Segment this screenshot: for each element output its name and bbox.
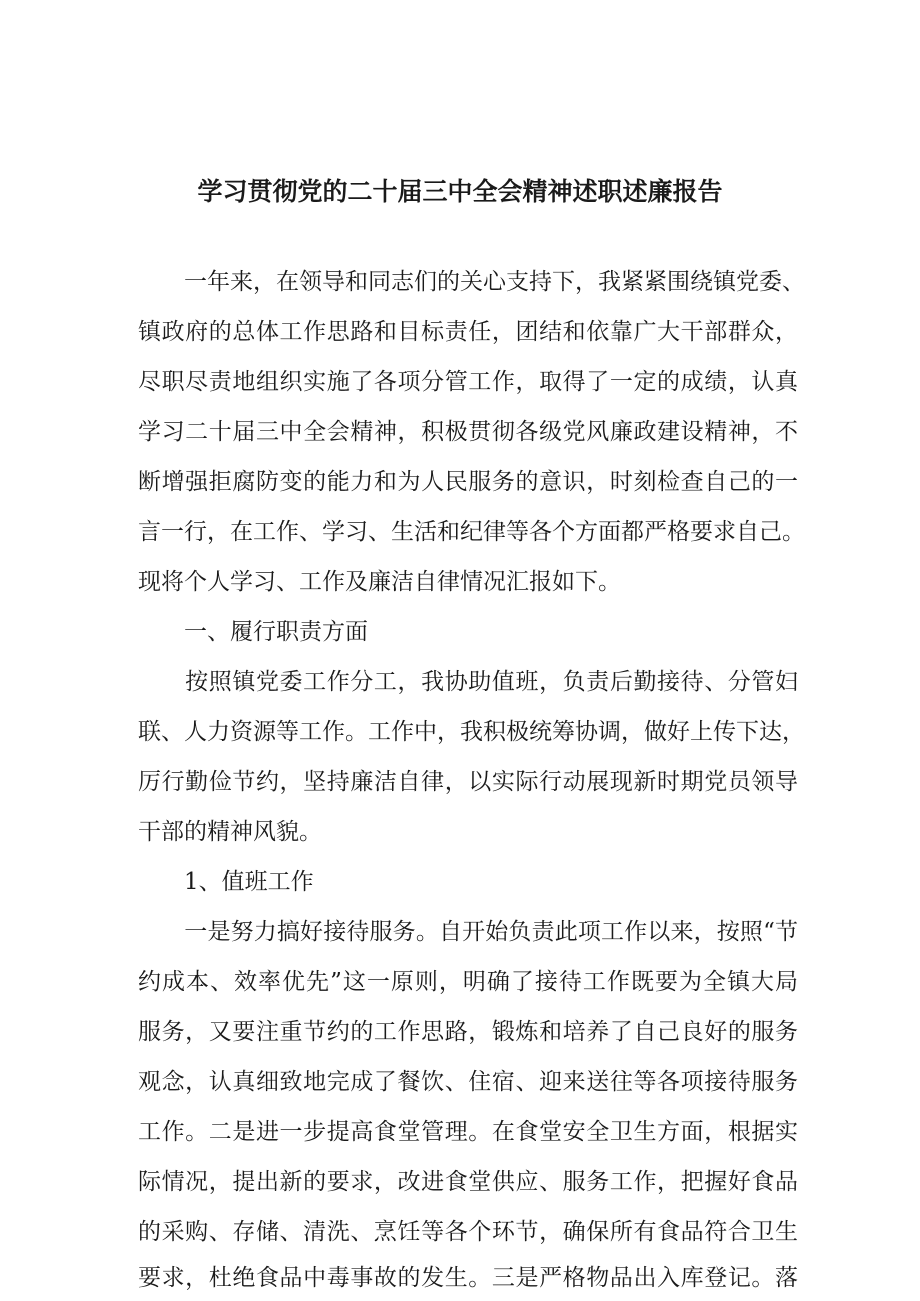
paragraph-line: 的采购、存储、清洗、烹饪等各个环节，确保所有食品符合卫生 [138,1219,798,1245]
paragraph-line: 要求，杜绝食品中毒事故的发生。三是严格物品出入库登记。落 [138,1265,798,1291]
paragraph-line: 学习二十届三中全会精神，积极贯彻各级党风廉政建设精神，不 [138,419,798,445]
paragraph-line: 一年来，在领导和同志们的关心支持下，我紧紧围绕镇党委、 [138,269,805,295]
paragraph-line: 工作。二是进一步提高食堂管理。在食堂安全卫生方面，根据实 [138,1119,798,1145]
paragraph-line: 尽职尽责地组织实施了各项分管工作，取得了一定的成绩，认真 [138,369,798,395]
paragraph-line: 断增强拒腐防变的能力和为人民服务的意识，时刻检查自己的一 [138,469,798,495]
paragraph-line: 联、人力资源等工作。工作中，我积极统筹协调，做好上传下达， [138,719,805,745]
paragraph-line: 干部的精神风貌。 [138,819,322,845]
document-title: 学习贯彻党的二十届三中全会精神述职述廉报告 [197,177,723,206]
paragraph-line: 约成本、效率优先”这一原则，明确了接待工作既要为全镇大局 [138,969,798,995]
paragraph-line: 言一行，在工作、学习、生活和纪律等各个方面都严格要求自己。 [138,519,805,545]
paragraph-line: 一是努力搞好接待服务。自开始负责此项工作以来，按照“节 [138,919,798,945]
paragraph-line: 服务，又要注重节约的工作思路，锻炼和培养了自己良好的服务 [138,1019,798,1045]
paragraph-line: 观念，认真细致地完成了餐饮、住宿、迎来送往等各项接待服务 [138,1069,798,1095]
paragraph-line: 镇政府的总体工作思路和目标责任，团结和依靠广大干部群众， [138,319,798,345]
paragraph-line: 按照镇党委工作分工，我协助值班，负责后勤接待、分管妇 [138,669,798,695]
paragraph-line: 际情况，提出新的要求，改进食堂供应、服务工作，把握好食品 [138,1169,798,1195]
section-heading: 一、履行职责方面 [184,619,368,645]
paragraph-line: 厉行勤俭节约，坚持廉洁自律，以实际行动展现新时期党员领导 [138,769,798,795]
subsection-heading: 1、值班工作 [184,869,314,895]
paragraph-line: 现将个人学习、工作及廉洁自律情况汇报如下。 [138,569,621,595]
